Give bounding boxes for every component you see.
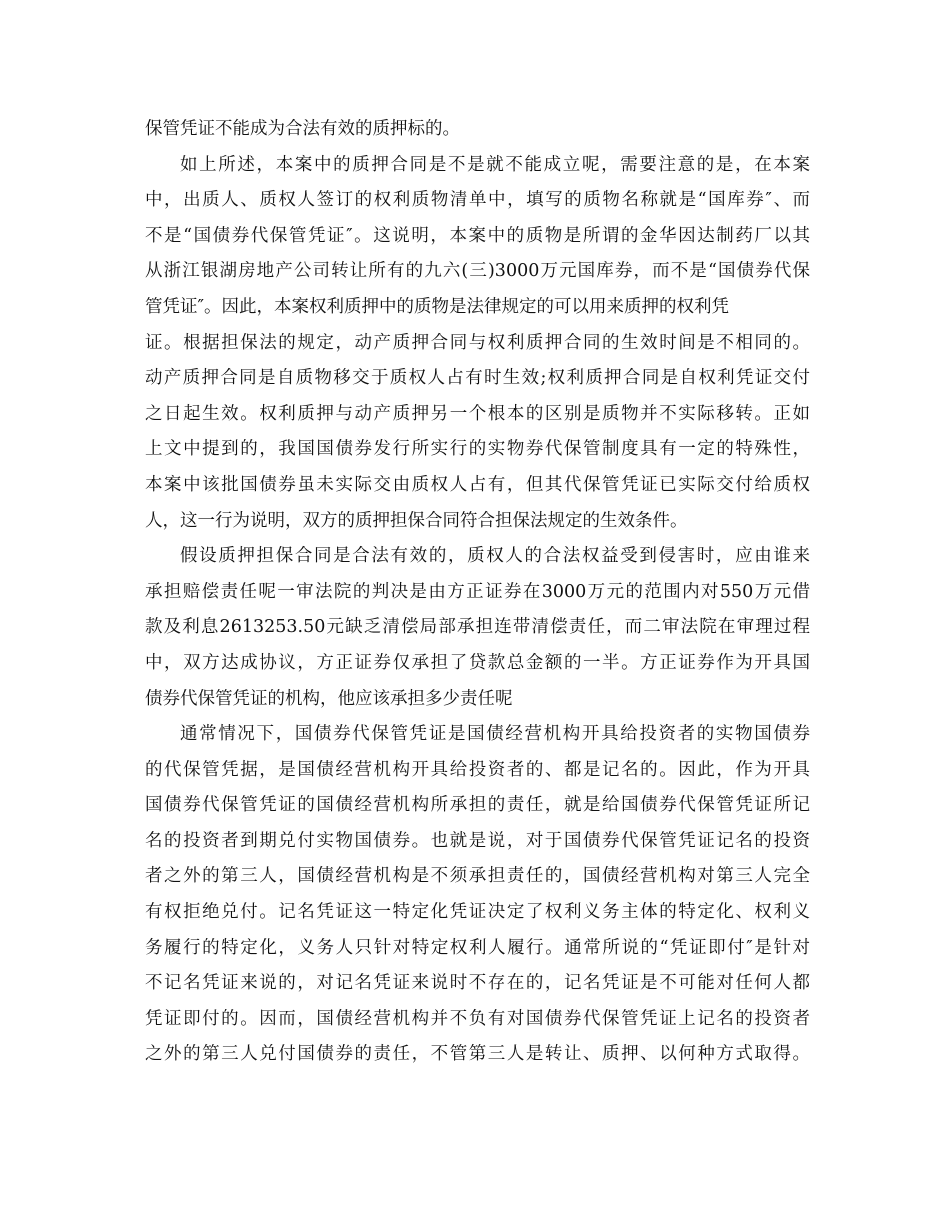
text-line: 凭证即付的。因而，国债经营机构并不负有对国债券代保管凭证上记名的投资者 (145, 1008, 810, 1029)
text-line: 的代保管凭据，是国债经营机构开具给投资者的、都是记名的。因此，作为开具 (145, 759, 810, 780)
text-line: 国债券代保管凭证的国债经营机构所承担的责任，就是给国债券代保管凭证所记 (145, 795, 810, 816)
text-line: 者之外的第三人，国债经营机构是不须承担责任的，国债经营机构对第三人完全 (145, 866, 810, 887)
document-body (145, 112, 810, 1073)
text-line: 如上所述，本案中的质押合同是不是就不能成立呢，需要注意的是，在本案 (180, 154, 810, 175)
text-line: 上文中提到的，我国国债券发行所实行的实物券代保管制度具有一定的特殊性， (145, 439, 810, 460)
text-line: 不是“国债券代保管凭证″。这说明，本案中的质物是所谓的金华因达制药厂以其 (145, 225, 810, 246)
text-line: 管凭证″。因此，本案权利质押中的质物是法律规定的可以用来质押的权利凭 (145, 296, 730, 317)
text-line: 有权拒绝兑付。记名凭证这一特定化凭证决定了权利义务主体的特定化、权利义 (145, 902, 810, 923)
text-line: 之日起生效。权利质押与动产质押另一个根本的区别是质物并不实际移转。正如 (145, 403, 810, 424)
text-line: 人，这一行为说明，双方的质押担保合同符合担保法规定的生效条件。 (145, 510, 688, 531)
text-line: 本案中该批国债券虽未实际交由质权人占有，但其代保管凭证已实际交付给质权 (145, 474, 810, 495)
text-line: 动产质押合同是自质物移交于质权人占有时生效;权利质押合同是自权利凭证交付 (145, 368, 810, 389)
text-line: 中，出质人、质权人签订的权利质物清单中，填写的质物名称就是“国库券″、而 (145, 190, 810, 211)
text-line: 承担赔偿责任呢一审法院的判决是由方正证券在3000万元的范围内对550万元借 (145, 581, 810, 602)
text-line: 假设质押担保合同是合法有效的，质权人的合法权益受到侵害时，应由谁来 (180, 546, 810, 567)
text-line: 之外的第三人兑付国债券的责任，不管第三人是转让、质押、以何种方式取得。 (145, 1044, 810, 1065)
text-line: 债券代保管凭证的机构，他应该承担多少责任呢 (145, 688, 513, 709)
text-line: 不记名凭证来说的，对记名凭证来说时不存在的，记名凭证是不可能对任何人都 (145, 973, 810, 994)
text-line: 中，双方达成协议，方正证券仅承担了贷款总金额的一半。方正证券作为开具国 (145, 652, 810, 673)
text-line: 从浙江银湖房地产公司转让所有的九六(三)3000万元国库券，而不是“国债券代保 (145, 261, 810, 282)
text-line: 通常情况下，国债券代保管凭证是国债经营机构开具给投资者的实物国债券 (180, 724, 810, 745)
text-line: 保管凭证不能成为合法有效的质押标的。 (145, 119, 460, 139)
text-line: 款及利息2613253.50元缺乏清偿局部承担连带清偿责任，而二审法院在审理过程 (145, 617, 810, 638)
text-line: 务履行的特定化，义务人只针对特定权利人履行。通常所说的“凭证即付″是针对 (145, 937, 810, 958)
text-line: 名的投资者到期兑付实物国债券。也就是说，对于国债券代保管凭证记名的投资 (145, 830, 810, 851)
text-line: 证。根据担保法的规定，动产质押合同与权利质押合同的生效时间是不相同的。 (145, 332, 810, 353)
